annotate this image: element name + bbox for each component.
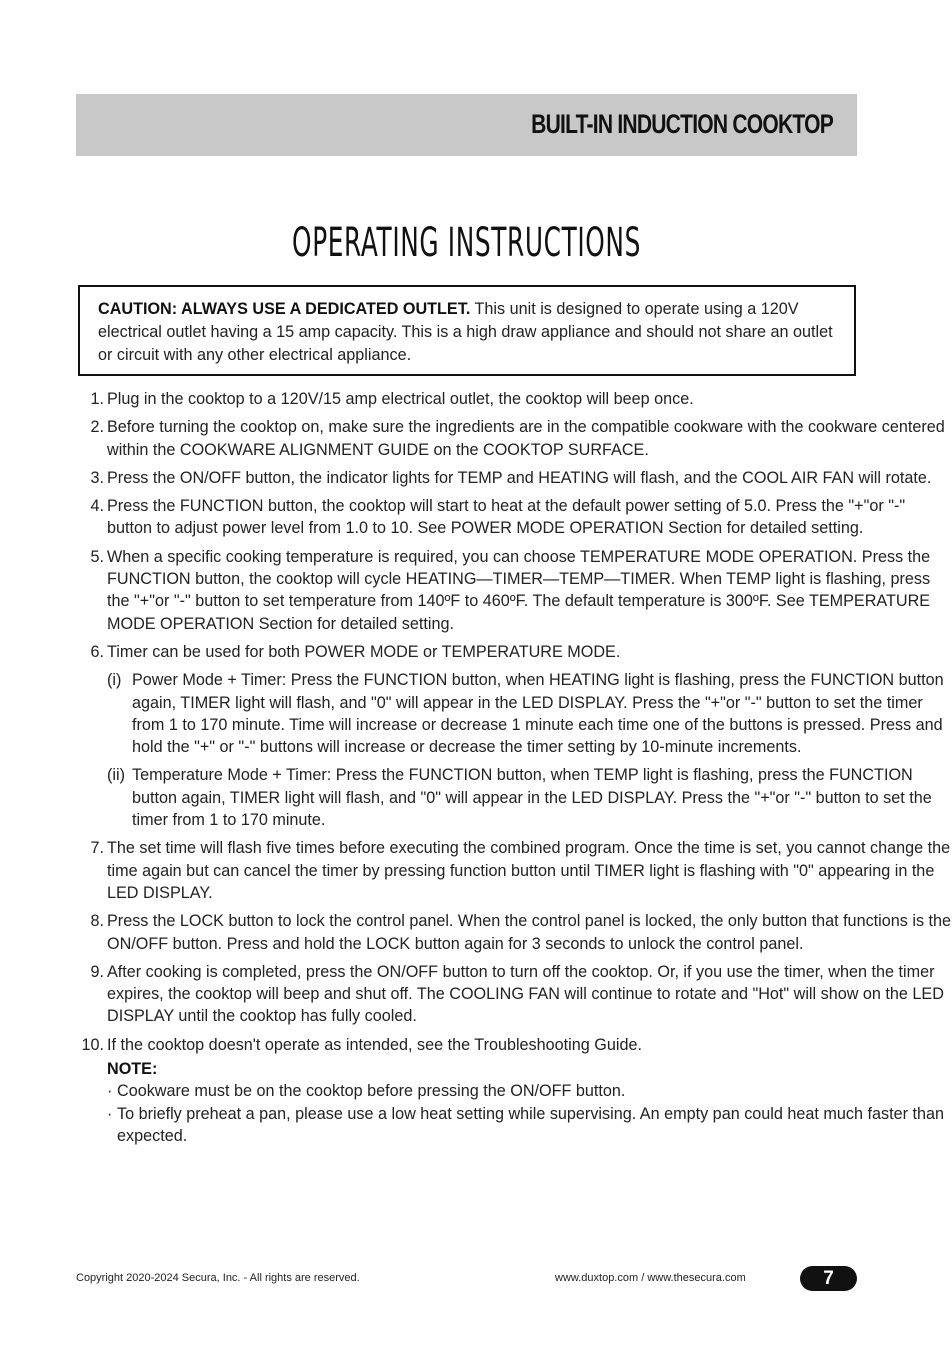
step-text: Press the LOCK button to lock the control panel. When the control panel is locked, the only button that functions is the ON/OFF button. Press and hold the LOCK button again for 3 seconds to unlock the control panel. [107,912,952,953]
list-item [0,961,952,1028]
step-number: 1. [90,390,104,408]
caution-box [78,285,856,376]
step-text: When a specific cooking temperature is required, you can choose TEMPERATURE MODE OPERATION. Press the FUNCTION button, the cooktop will cycle HEATING—TIMER—TEMP—TIMER. When TEMP light is flashing, press the "+"or "-" button to set temperature from 140ºF to 460ºF. The default temperature is 300ºF. See TEMPERATURE MODE OPERATION Section for detailed setting. [107,547,931,633]
step-number: 8. [90,912,104,931]
header-bar [76,94,857,156]
step-text: Press the ON/OFF button, the indicator lights for TEMP and HEATING will flash, and the COOL AIR FAN will rotate. [107,468,932,487]
substep-text: Temperature Mode + Timer: Press the FUNCTION button, when TEMP light is flashing, press the FUNCTION button again, TIMER light will flash, and "0" will appear in the LED DISPLAY. Press the "+"or "-" button to set the timer from 1 to 170 minute. [132,766,932,830]
step-number: 5. [90,547,104,566]
step-number: 6. [90,642,104,661]
note-text: Cookware must be on the cooktop before pressing the ON/OFF button. [117,1082,626,1101]
list-item [0,910,952,955]
footer-copyright: Copyright 2020-2024 Secura, Inc. - All rights are reserved. [76,1272,360,1284]
list-item [0,546,952,635]
list-item [0,837,952,904]
step-number: 10. [81,1035,104,1054]
step-text: Press the FUNCTION button, the cooktop will start to heat at the default power setting of 5.0. Press the "+"or "-" button to adjust power level from 1.0 to 10. See POWER MODE OPERATION Section for detailed setting. [107,497,906,538]
list-item [0,641,952,663]
sub-list-item [0,669,952,758]
step-text: Plug in the cooktop to a 120V/15 amp electrical outlet, the cooktop will beep once. [107,390,694,408]
bullet: · [107,1082,113,1101]
substep-number: (i) [107,671,122,690]
header-title: BUILT-IN INDUCTION COOKTOP [531,109,833,139]
list-item [0,495,952,540]
caution-heading: CAUTION: ALWAYS USE A DEDICATED OUTLET. [98,300,471,318]
note-label: NOTE: [107,1060,158,1079]
caution-text: This unit is designed to operate using a 120V electrical outlet having a 15 amp capacity. This is a high draw appliance and should not share an outlet or circuit with any other electrical appliance. [98,300,833,364]
list-item [0,416,952,461]
step-number: 7. [90,839,104,858]
note-item [0,1103,952,1148]
list-item [0,467,952,489]
step-text: After cooking is completed, press the ON/OFF button to turn off the cooktop. Or, if you use the timer, when the timer expires, the cooktop will beep and shut off. The COOLING FAN will continue to rotate and "Hot" will show on the LED DISPLAY until the cooktop has fully cooled. [107,962,944,1026]
sub-list-item [0,764,952,831]
substep-number: (ii) [107,766,125,785]
step-number: 4. [90,497,104,516]
note-item [0,1080,952,1102]
step-number: 3. [90,468,104,487]
substep-text: Power Mode + Timer: Press the FUNCTION button, when HEATING light is flashing, press the FUNCTION button again, TIMER light will flash, and "0" will appear in the LED DISPLAY. Press the "+"or "-" button to set the timer from 1 to 170 minute. Time will increase or decrease 1 minute each time one of the buttons is pressed. Press and hold the "+" or "-" buttons will increase or decrease the timer setting by 10-minute increments. [132,671,944,757]
instruction-list [0,388,952,1147]
footer-urls: www.duxtop.com / www.thesecura.com [555,1272,746,1284]
step-text: Timer can be used for both POWER MODE or TEMPERATURE MODE. [107,642,621,661]
step-number: 2. [90,418,104,437]
step-number: 9. [90,962,104,981]
step-text: If the cooktop doesn't operate as intended, see the Troubleshooting Guide. [107,1035,642,1054]
note-text: To briefly preheat a pan, please use a low heat setting while supervising. An empty pan could heat much faster than expected. [117,1104,944,1145]
list-item [0,388,952,410]
bullet: · [107,1104,113,1123]
list-item [0,1034,952,1056]
page-number-badge: 7 [800,1266,857,1291]
step-text: The set time will flash five times before executing the combined program. Once the time is set, you cannot change the time again but can cancel the timer by pressing function button until TIMER light is flashing with "0" appearing in the LED DISPLAY. [107,839,951,902]
step-text: Before turning the cooktop on, make sure the ingredients are in the compatible cookware with the cookware centered within the COOKWARE ALIGNMENT GUIDE on the COOKTOP SURFACE. [107,418,945,459]
page-title: OPERATING INSTRUCTIONS [292,220,641,266]
